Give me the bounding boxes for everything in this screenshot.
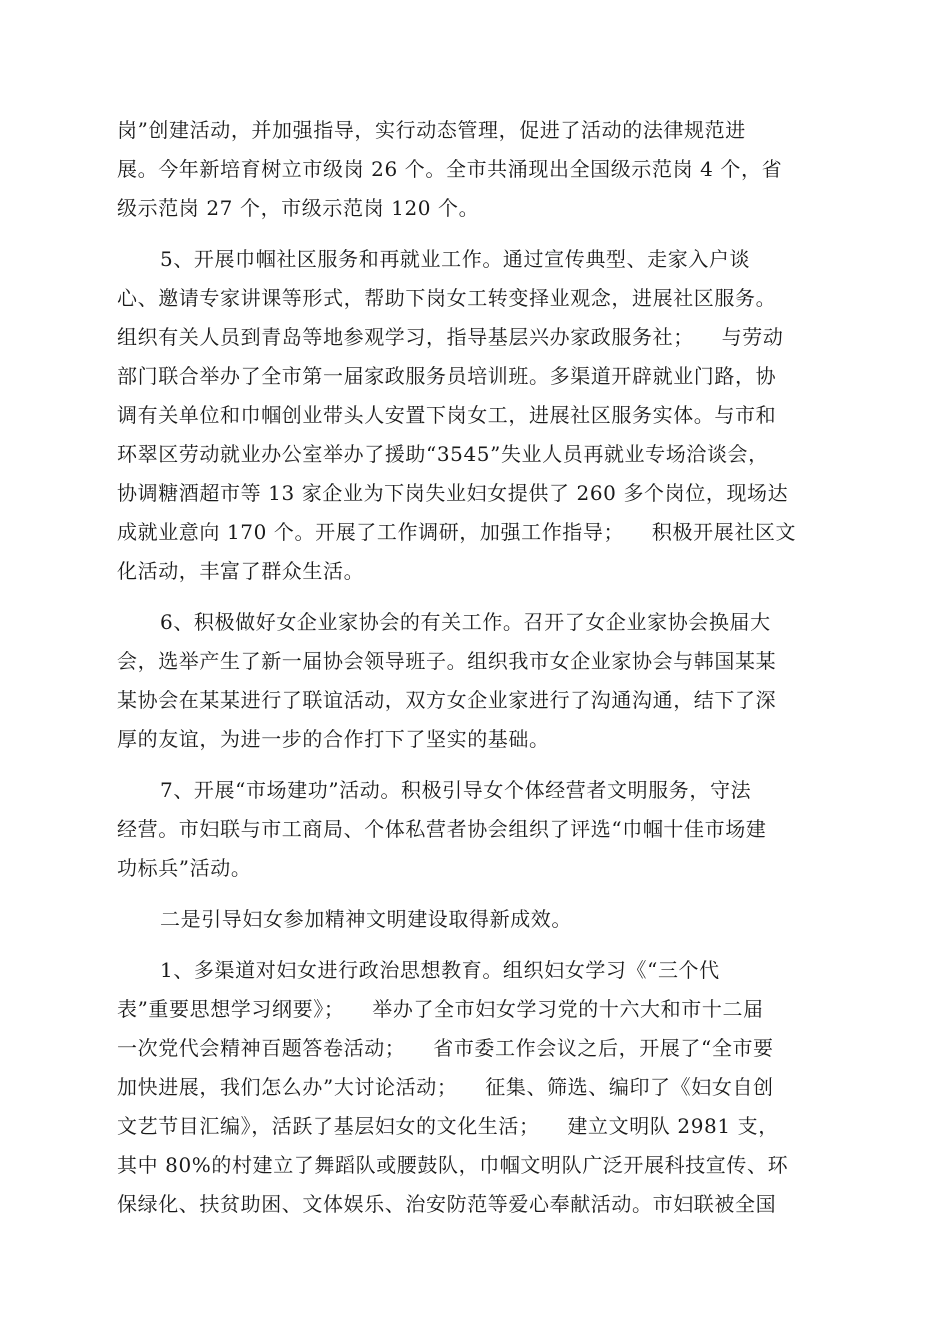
text-line: 岗”创建活动，并加强指导，实行动态管理，促进了活动的法律规范进 [117,118,746,142]
text-line: 化活动，丰富了群众生活。 [117,559,365,583]
text-line: 协调糖酒超市等 13 家企业为下岗失业妇女提供了 260 多个岗位，现场达 [117,481,789,505]
text-line: 级示范岗 27 个，市级示范岗 120 个。 [117,196,480,220]
section-heading-line: 二是引导妇女参加精神文明建设取得新成效。 [160,907,572,931]
text-line: 功标兵”活动。 [117,856,252,880]
text-line: 调有关单位和巾帼创业带头人安置下岗女工，进展社区服务实体。与市和 [117,403,777,427]
text-line: 部门联合举办了全市第一届家政服务员培训班。多渠道开辟就业门路，协 [117,364,777,388]
text-line: 保绿化、扶贫助困、文体娱乐、治安防范等爱心奉献活动。市妇联被全国 [117,1192,777,1216]
text-line: 会，选举产生了新一届协会领导班子。组织我市女企业家协会与韩国某某 [117,649,777,673]
paragraph-start-line: 6、积极做好女企业家协会的有关工作。召开了女企业家协会换届大 [160,610,771,634]
text-line: 成就业意向 170 个。开展了工作调研，加强工作指导； 积极开展社区文 [117,520,797,544]
text-line: 心、邀请专家讲课等形式，帮助下岗女工转变择业观念，进展社区服务。 [117,286,777,310]
text-line: 表”重要思想学习纲要》； 举办了全市妇女学习党的十六大和市十二届 [117,997,764,1021]
text-line: 文艺节目汇编》，活跃了基层妇女的文化生活； 建立文明队 2981 支， [117,1114,779,1138]
text-line: 经营。市妇联与市工商局、个体私营者协会组织了评选“巾帼十佳市场建 [117,817,767,841]
text-line: 组织有关人员到青岛等地参观学习，指导基层兴办家政服务社； 与劳动 [117,325,784,349]
text-line: 某协会在某某进行了联谊活动，双方女企业家进行了沟通沟通，结下了深 [117,688,777,712]
text-line: 一次党代会精神百题答卷活动； 省市委工作会议之后，开展了“全市要 [117,1036,774,1060]
paragraph-start-line: 7、开展“市场建功”活动。积极引导女个体经营者文明服务，守法 [160,778,752,802]
paragraph-start-line: 5、开展巾帼社区服务和再就业工作。通过宣传典型、走家入户谈 [160,247,751,271]
text-line: 加快进展，我们怎么办”大讨论活动； 征集、筛选、编印了《妇女自创 [117,1075,774,1099]
text-line: 其中 80%的村建立了舞蹈队或腰鼓队，巾帼文明队广泛开展科技宣传、环 [117,1153,789,1177]
text-line: 环翠区劳动就业办公室举办了援助“3545”失业人员再就业专场洽谈会， [117,442,769,466]
paragraph-start-line: 1、多渠道对妇女进行政治思想教育。组织妇女学习《“三个代 [160,958,720,982]
text-line: 厚的友谊，为进一步的合作打下了坚实的基础。 [117,727,550,751]
text-line: 展。今年新培育树立市级岗 26 个。全市共涌现出全国级示范岗 4 个，省 [117,157,783,181]
